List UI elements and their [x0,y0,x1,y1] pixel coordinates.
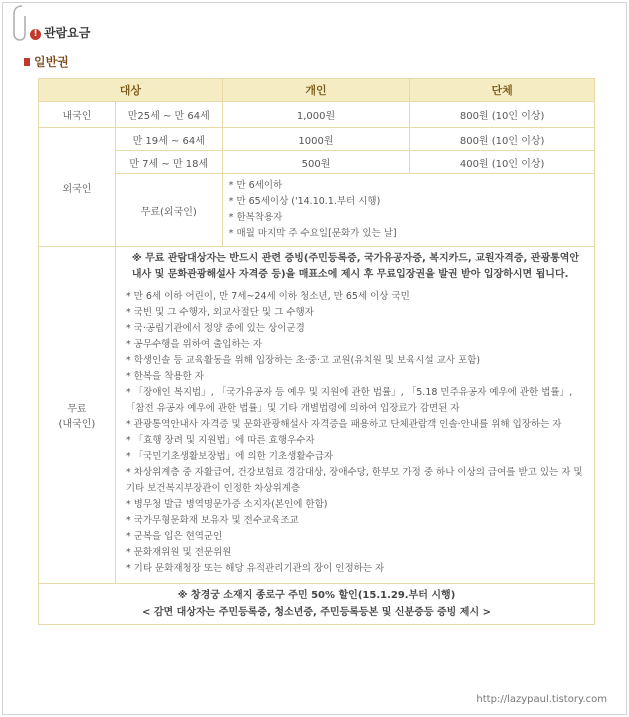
foreign-category: 만 19세 ~ 64세 [115,128,222,151]
list-item: * 한복착용자 [229,210,594,226]
header-target: 대상 [39,79,223,102]
list-item: * 국빈 및 그 수행자, 외교사절단 및 그 수행자 [126,305,590,321]
list-item: * 「효행 장려 및 지원법」에 따른 효행우수자 [126,433,590,449]
header-group: 단체 [410,79,595,102]
watermark-url: http://lazypaul.tistory.com [476,694,607,705]
domestic-label: 내국인 [39,102,116,128]
domestic-individual-fee: 1,000원 [222,102,410,128]
list-item: * 「국민기초생활보장법」에 의한 기초생활수급자 [126,449,590,465]
list-item: * 공무수행을 위하여 출입하는 자 [126,337,590,353]
list-item: * 차상위계층 중 자활급여, 건강보험료 경감대상, 장애수당, 한부모 가정 중 하나 이상의 급여를 받고 있는 자 및 기타 보건복지부장관이 인정한 차상위계층 [126,465,590,497]
foreign-label: 외국인 [39,128,116,247]
domestic-category: 만25세 ~ 만 64세 [115,102,222,128]
footer-line2: < 감면 대상자는 주민등록증, 청소년증, 주민등록등본 및 신분증등 증빙 제시 > [142,607,491,618]
header-individual: 개인 [222,79,410,102]
foreign-group-fee: 400원 (10인 이상) [410,151,595,174]
table-row [39,102,595,128]
list-item: * 만 65세이상 ('14.10.1.부터 시행) [229,194,594,210]
list-item: * 국·공립기관에서 정양 중에 있는 상이군경 [126,321,590,337]
list-item: * 기타 문화재청장 또는 해당 유적관리기관의 장이 인정하는 자 [126,561,590,577]
list-item: * 군복을 입은 현역군인 [126,529,590,545]
list-item: * 만 6세이하 [229,178,594,194]
list-item: * 학생인솔 등 교육활동을 위해 입장하는 초·중·고 교원(유치원 및 보육시설 교사 포함) [126,353,590,369]
table-footer-row [39,584,595,625]
domestic-free-label-line2: (내국인) [58,419,96,430]
fee-table [38,78,595,625]
list-item: * 만 6세 이하 어린이, 만 7세~24세 이하 청소년, 만 65세 이상 국민 [126,289,590,305]
foreign-individual-fee: 1000원 [222,128,410,151]
free-notice: ※ 무료 관람대상자는 반드시 관련 증빙(주민등록증, 국가유공자증, 복지카드, 교원자격증, 관광통역안내사 및 문화관광해설사 자격증 등)을 매표소에 제시 후 무료입장권을 발권 받아 입장하시면 됩니다. [131,253,580,280]
foreign-free-label: 무료(외국인) [115,174,222,247]
list-item: * 문화재위원 및 전문위원 [126,545,590,561]
table-row [39,128,595,151]
foreign-category: 만 7세 ~ 만 18세 [115,151,222,174]
footer-line1: ※ 창경궁 소재지 종로구 주민 50% 할인(15.1.29.부터 시행) [177,590,456,601]
table-row [39,247,595,584]
bullet-icon: ! [30,29,41,40]
foreign-free-list [222,174,594,247]
table-header-row [39,79,595,102]
domestic-free-content [115,247,594,584]
list-item: * 매월 마지막 주 수요일[문화가 있는 날] [229,226,594,242]
domestic-free-label [39,247,116,584]
table-row [39,174,595,247]
list-item: * 관광통역안내사 자격증 및 문화관광해설사 자격증을 패용하고 단체관람객 인솔·안내를 위해 입장하는 자 [126,417,590,433]
list-item: * 한복을 착용한 자 [126,369,590,385]
list-item: * 병무청 발급 병역명문가증 소지자(본인에 한함) [126,497,590,513]
list-item: * 국가무형문화재 보유자 및 전수교육조교 [126,513,590,529]
page-title: ! 관람요금 [30,24,90,41]
domestic-group-fee: 800원 (10인 이상) [410,102,595,128]
foreign-group-fee: 800원 (10인 이상) [410,128,595,151]
square-bullet-icon [24,58,30,66]
table-row [39,151,595,174]
section-subtitle: 일반권 [24,53,69,70]
list-item: * 「장애인 복지법」, 「국가유공자 등 예우 및 지원에 관한 법률」, 「5.18 민주유공자 예우에 관한 법률」, 「참전 유공자 예우에 관한 법률」및 기타 개별법령에 의하여 입장료가 감면된 자 [126,385,590,417]
footer-note [39,584,595,625]
domestic-free-label-line1: 무료 [67,404,87,415]
foreign-individual-fee: 500원 [222,151,410,174]
